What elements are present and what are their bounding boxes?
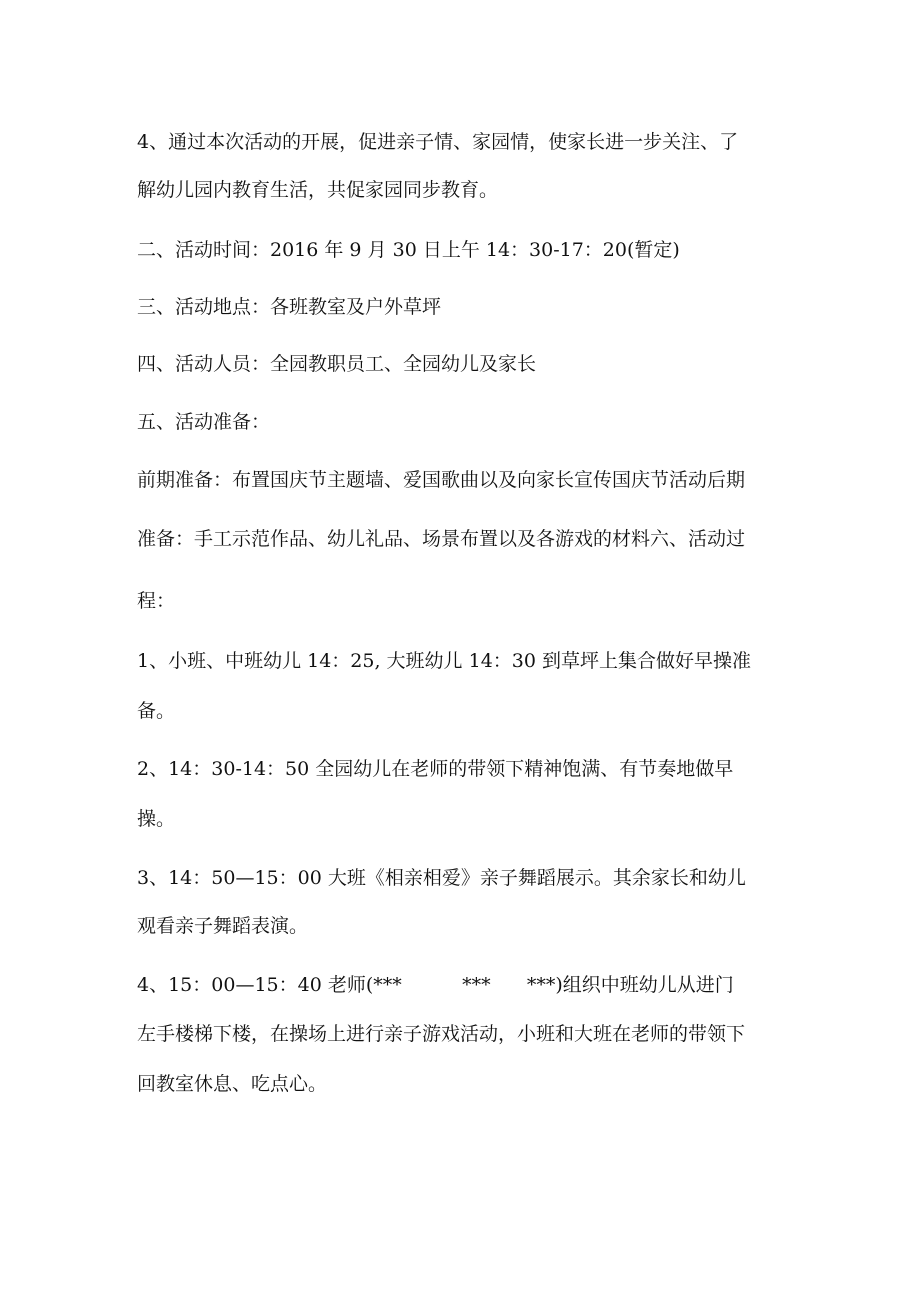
text-line: 左手楼梯下楼，在操场上进行亲子游戏活动，小班和大班在老师的带领下: [137, 1023, 746, 1045]
text-line: 四、活动人员：全园教职员工、全园幼儿及家长: [137, 353, 537, 375]
text-line: 解幼儿园内教育生活，共促家园同步教育。: [137, 179, 499, 201]
text-line: 二、活动时间：2016 年 9 月 30 日上午 14：30-17：20(暂定): [137, 239, 680, 261]
text-line: 操。: [137, 808, 176, 830]
text-line: 准备：手工示范作品、幼儿礼品、场景布置以及各游戏的材料六、活动过: [137, 528, 746, 550]
text-line: 备。: [137, 700, 176, 722]
text-line: 3、14：50—15：00 大班《相亲相爱》亲子舞蹈展示。其余家长和幼儿: [137, 867, 746, 889]
text-line: 2、14：30-14：50 全园幼儿在老师的带领下精神饱满、有节奏地做早: [137, 758, 734, 780]
text-line: 观看亲子舞蹈表演。: [137, 915, 309, 937]
text-line: 三、活动地点：各班教室及户外草坪: [137, 296, 442, 318]
text-line: 五、活动准备：: [137, 411, 271, 433]
text-line: 回教室休息、吃点心。: [137, 1073, 328, 1095]
text-line: 4、通过本次活动的开展，促进亲子情、家园情，使家长进一步关注、了: [137, 131, 739, 153]
text-line: 4、15：00—15：40 老师(*** *** ***)组织中班幼儿从进门: [137, 974, 734, 996]
text-line: 1、小班、中班幼儿 14：25, 大班幼儿 14：30 到草坪上集合做好早操准: [137, 650, 751, 672]
text-line: 程：: [137, 590, 176, 612]
text-line: 前期准备：布置国庆节主题墙、爱国歌曲以及向家长宣传国庆节活动后期: [137, 469, 746, 491]
